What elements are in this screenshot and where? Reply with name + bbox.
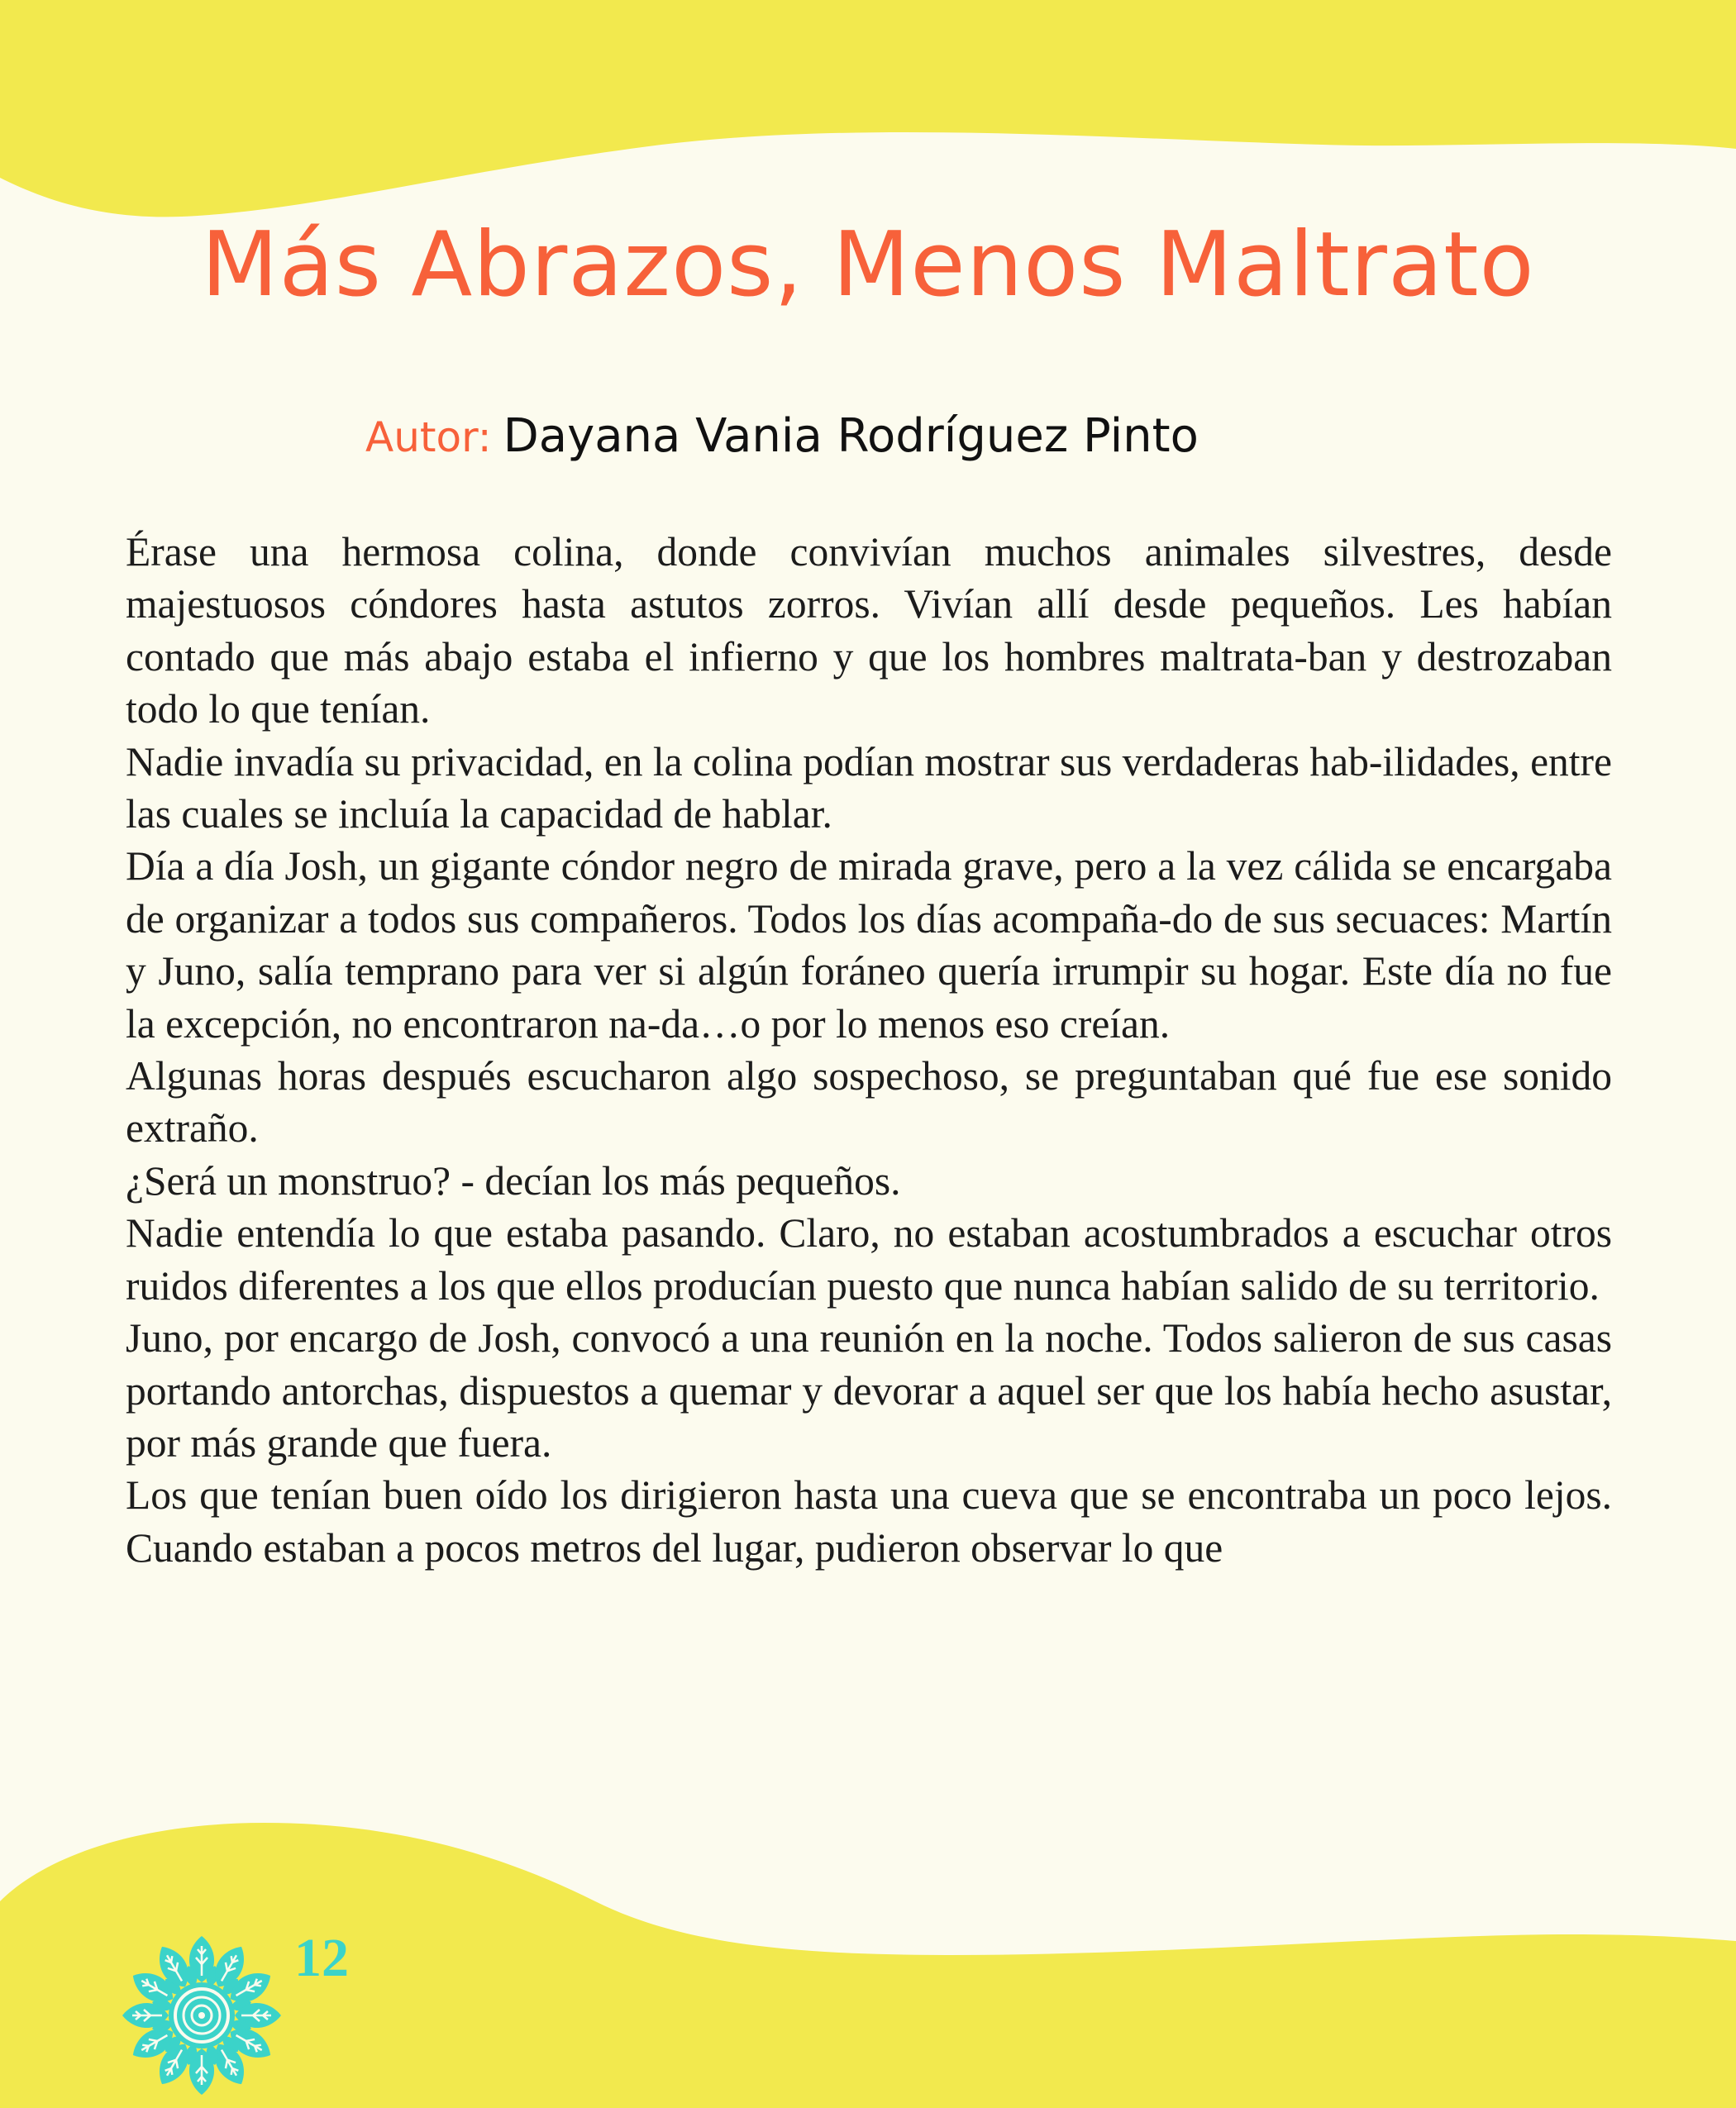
paragraph: Los que tenían buen oído los dirigieron hasta una cueva que se encontraba un poco lejos. Cuando estaban a pocos metros del lugar, pudieron observar lo que	[126, 1472, 1612, 1571]
paragraph: Juno, por encargo de Josh, convocó a una reunión en la noche. Todos salieron de sus casas portando antorchas, dispuestos a quemar y devorar a aquel ser que los había hecho asustar, por más grande que fuera.	[126, 1315, 1612, 1466]
story-title: Más Abrazos, Menos Maltrato	[201, 213, 1535, 317]
paragraph: Nadie entendía lo que estaba pasando. Claro, no estaban acostumbrados a escuchar otros ruidos diferentes a los que ellos producían puesto que nunca habían salido de su territorio.	[126, 1210, 1612, 1309]
top-wave-decoration	[0, 0, 1736, 240]
page-number: 12	[294, 1928, 349, 1988]
paragraph: Día a día Josh, un gigante cóndor negro de mirada grave, pero a la vez cálida se encargaba de organizar a todos sus compañeros. Todos los días acompaña-do de sus secuaces: Martín y Juno, salía temprano para ver si algún foráneo quería irrumpir su hogar. Este día no fue la excepción, no encontraron na-da…o por lo menos eso creían.	[126, 843, 1612, 1047]
author-label: Autor:	[365, 413, 492, 461]
paragraph: Algunas horas después escucharon algo sospechoso, se preguntaban qué fue ese sonido extraño.	[126, 1053, 1612, 1152]
flower-mandala-icon	[119, 1933, 284, 2098]
story-body	[126, 526, 1612, 1574]
author-line	[365, 408, 1199, 464]
paragraph: Érase una hermosa colina, donde convivían muchos animales silvestres, desde majestuosos cóndores hasta astutos zorros. Vivían allí desde pequeños. Les habían contado que más abajo estaba el infierno y que los hombres maltrata-ban y destrozaban todo lo que tenían.	[126, 529, 1612, 732]
author-name: Dayana Vania Rodríguez Pinto	[503, 409, 1199, 463]
paragraph: ¿Será un monstruo? - decían los más pequeños.	[126, 1157, 901, 1204]
paragraph: Nadie invadía su privacidad, en la colina podían mostrar sus verdaderas hab-ilidades, entre las cuales se incluía la capacidad de hablar.	[126, 738, 1612, 837]
